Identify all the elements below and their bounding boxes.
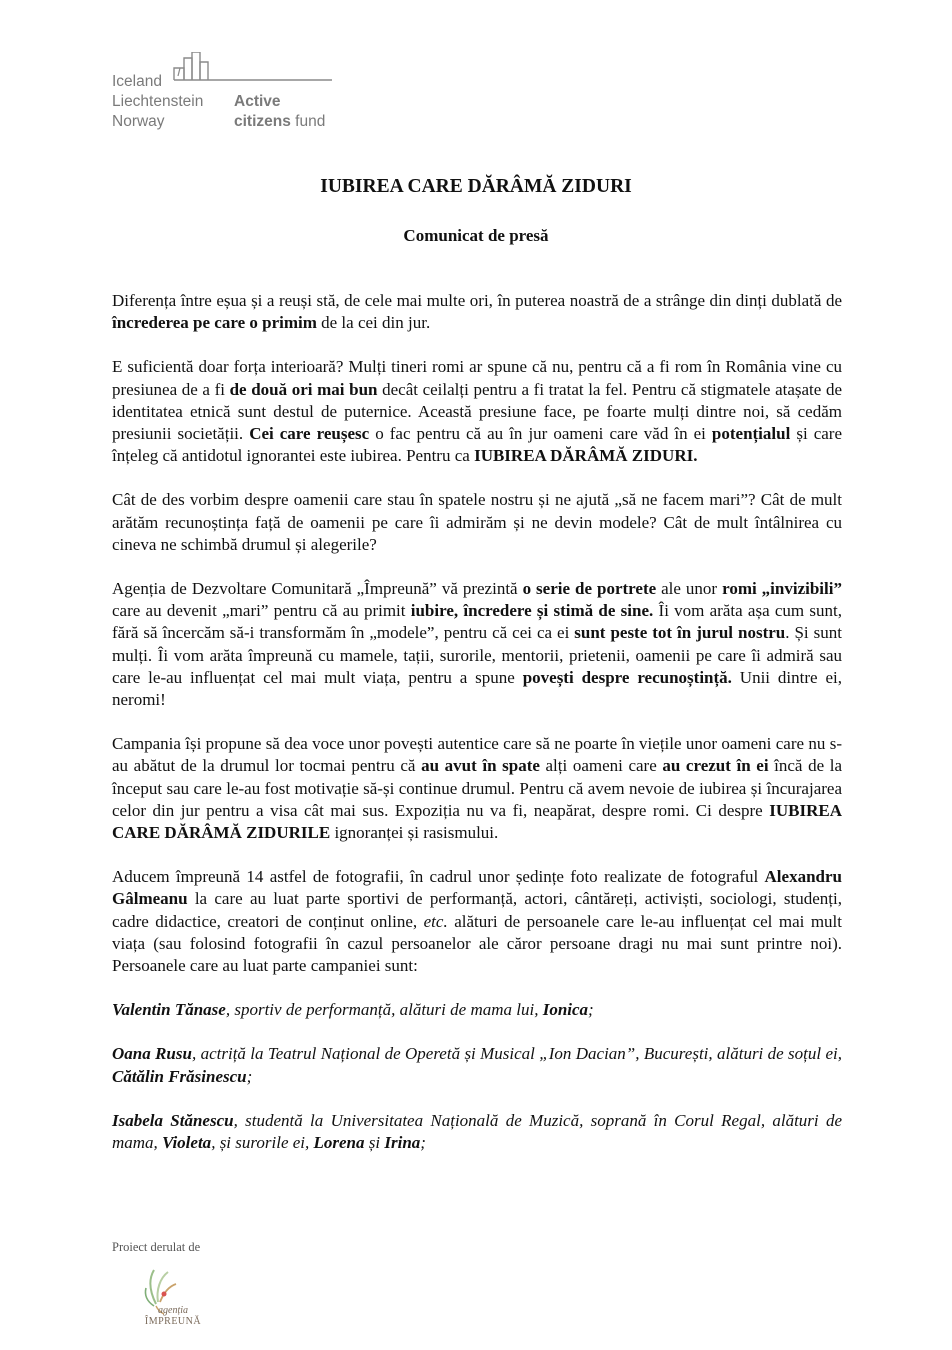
participant-entry-run: Lorena: [313, 1133, 365, 1153]
logo-country: Iceland: [112, 73, 162, 90]
document-body: [112, 290, 842, 1176]
body-paragraph-run: . Și sunt mulți. Îi vom arăta împreună cu mamele, tații, surorile, mentorii, prietenii, oamenii pe care îi admiră sau care le-au influențat cel mai mult viața, pentru a spune: [112, 623, 842, 687]
logo-citizens-fund: [234, 112, 325, 132]
active-citizens-fund-logo: [112, 52, 342, 132]
body-paragraph-run: încă de la început sau care le-au fost motivație să-și continue drumul. Pentru că avem nevoie de iubirea și încurajarea celor din jur pentru a visa cât mai sus. Expoziția nu va fi, neapărat, despre romi. Ci despre: [112, 756, 842, 820]
participant-entry: [112, 1110, 842, 1154]
body-paragraph-run: potențialul: [711, 424, 791, 444]
body-paragraph-run: Agenția de Dezvoltare Comunitară „Împreună” vă prezintă: [112, 579, 523, 599]
participant-entry-run: ;: [246, 1066, 253, 1086]
body-paragraph-run: romi „invizibili”: [722, 579, 842, 599]
body-paragraph-run: iubire, încredere și stimă de sine.: [410, 601, 654, 621]
body-paragraph-run: povești despre recunoștință.: [522, 667, 732, 687]
body-paragraph-run: au crezut în ei: [662, 756, 769, 776]
participant-entry-run: ;: [588, 1000, 594, 1020]
body-paragraph-run: alături de persoanele care le-au influențat cel mai mult viața (sau folosind fotografii în cazul persoanelor ale căror persoane dragi nu mai sunt printre noi). Persoanele care au luat parte campaniei sunt:: [112, 911, 842, 976]
body-paragraph-run: o serie de portrete: [522, 579, 657, 599]
participant-entry-run: , actriță la Teatrul Național de Operetă și Musical „Ion Dacian”, București, alături de soțul ei,: [191, 1044, 842, 1064]
agentia-logo-line2: ÎMPREUNĂ: [144, 1316, 202, 1327]
participant-entry-run: Oana Rusu: [112, 1044, 192, 1064]
body-paragraph-run: IUBIREA DĂRÂMĂ ZIDURI.: [474, 446, 698, 466]
body-paragraph-run: IUBIREA CARE DĂRÂMĂ ZIDURILE: [112, 800, 842, 843]
participant-entry-run: Isabela Stănescu: [112, 1110, 234, 1130]
body-paragraph-run: ale unor: [656, 579, 723, 599]
body-paragraph-run: de două ori mai bun: [229, 379, 378, 399]
body-paragraph: [112, 866, 842, 977]
participant-entry-run: ;: [420, 1133, 426, 1153]
participant-entry: [112, 999, 842, 1021]
body-paragraph-run: Alexandru Gâlmeanu: [112, 867, 842, 909]
participant-entry-run: Irina: [384, 1133, 421, 1153]
agentia-impreuna-logo-icon: [134, 1262, 224, 1342]
body-paragraph-run: sunt peste tot în jurul nostru: [574, 623, 786, 643]
participant-entry-run: și: [364, 1133, 385, 1153]
body-paragraph-run: care au devenit „mari” pentru că au primit: [112, 601, 411, 621]
logo-fund: fund: [290, 113, 326, 130]
participant-entry-run: Valentin Tănase: [112, 1000, 226, 1020]
logo-active: Active: [234, 93, 281, 110]
body-paragraph-run: decât ceilalți pentru a fi tratat la fel. Pentru că stigmatele atașate de identitatea etnică sunt destul de puternice. Această presiune face, pe foarte mulți dintre noi, să cedăm presiunii societății.: [112, 379, 842, 444]
body-paragraph-run: încrederea pe care o primim: [112, 313, 317, 333]
participant-entry-run: Violeta: [162, 1133, 212, 1153]
participant-entry-run: Cătălin Frăsinescu: [112, 1066, 247, 1086]
participant-entry-run: Ionica: [542, 1000, 589, 1020]
body-paragraph-run: alți oameni care: [539, 756, 663, 776]
body-paragraph-run: la care au luat parte sportivi de performanță, actori, cântăreți, activiști, sociologi, studenți, cadre didactice, creatori de conținut online,: [112, 889, 842, 931]
participant-list: [112, 999, 842, 1154]
participant-entry-run: , și surorile ei,: [211, 1133, 314, 1153]
participant-entry: [112, 1043, 842, 1087]
body-paragraph-run: Cât de des vorbim despre oamenii care stau în spatele nostru și ne ajută „să ne facem mari”? Cât de mult arătăm recunoștința față de oamenii pe care îi admirăm și ne devin modele? Cât de mult întâlnirea cu cineva ne schimbă drumul și alegerile?: [112, 490, 842, 554]
body-paragraph: [112, 290, 842, 334]
body-paragraph-run: o fac pentru că au în jur oameni care văd în ei: [369, 424, 712, 444]
body-paragraph-run: de la cei din jur.: [316, 313, 431, 333]
logo-country: Norway: [112, 113, 165, 130]
body-paragraph-run: Unii dintre ei, neromi!: [112, 667, 842, 710]
agentia-logo-line1: agenția: [158, 1305, 188, 1316]
logo-country-list: [112, 72, 203, 132]
body-paragraphs: [112, 290, 842, 977]
body-paragraph-run: și care înțeleg că antidotul ignorantei este iubirea. Pentru ca: [112, 424, 843, 466]
body-paragraph-run: E suficientă doar forța interioară? Mulți tineri romi ar spune că nu, pentru că a fi rom în România vine cu presiunea de a fi: [112, 357, 842, 399]
body-paragraph-run: Campania își propune să dea voce unor povești autentice care să ne poarte în viețile unor oameni care nu s-au abătut de la drumul lor tocmai pentru că: [112, 734, 842, 776]
page-subtitle: Comunicat de presă: [403, 226, 549, 245]
body-paragraph-run: Aducem împreună 14 astfel de fotografii, în cadrul unor ședințe foto realizate de fotograful: [112, 867, 765, 887]
body-paragraph-run: Cei care reușesc: [249, 424, 370, 444]
body-paragraph: [112, 489, 842, 556]
page-title: IUBIREA CARE DĂRÂMĂ ZIDURI: [320, 176, 632, 197]
logo-fund-name: [234, 92, 325, 132]
body-paragraph-run: Diferența între eșua și a reuși stă, de cele mai multe ori, în puterea noastră de a strânge din dinți dublată de: [112, 291, 842, 310]
body-paragraph: [112, 733, 842, 844]
body-paragraph: [112, 356, 842, 467]
logo-country: Liechtenstein: [112, 93, 204, 110]
body-paragraph-run: etc.: [423, 911, 448, 931]
participant-entry-run: , sportiv de performanță, alături de mama lui,: [225, 1000, 543, 1020]
body-paragraph-run: Îi vom arăta așa cum sunt, fără să încercăm să-i transformăm în „modele”, pentru că cei ca ei: [112, 601, 842, 643]
body-paragraph-run: au avut în spate: [421, 756, 540, 776]
logo-citizens: citizens: [234, 113, 291, 130]
footer-label: Proiect derulat de: [112, 1240, 201, 1254]
agentia-logo-text: [138, 1305, 208, 1327]
participant-entry-run: , studentă la Universitatea Națională de Muzică, soprană în Corul Regal, alături de mama,: [112, 1110, 842, 1153]
body-paragraph-run: ignoranței și rasismului.: [330, 823, 499, 843]
body-paragraph: [112, 578, 842, 711]
